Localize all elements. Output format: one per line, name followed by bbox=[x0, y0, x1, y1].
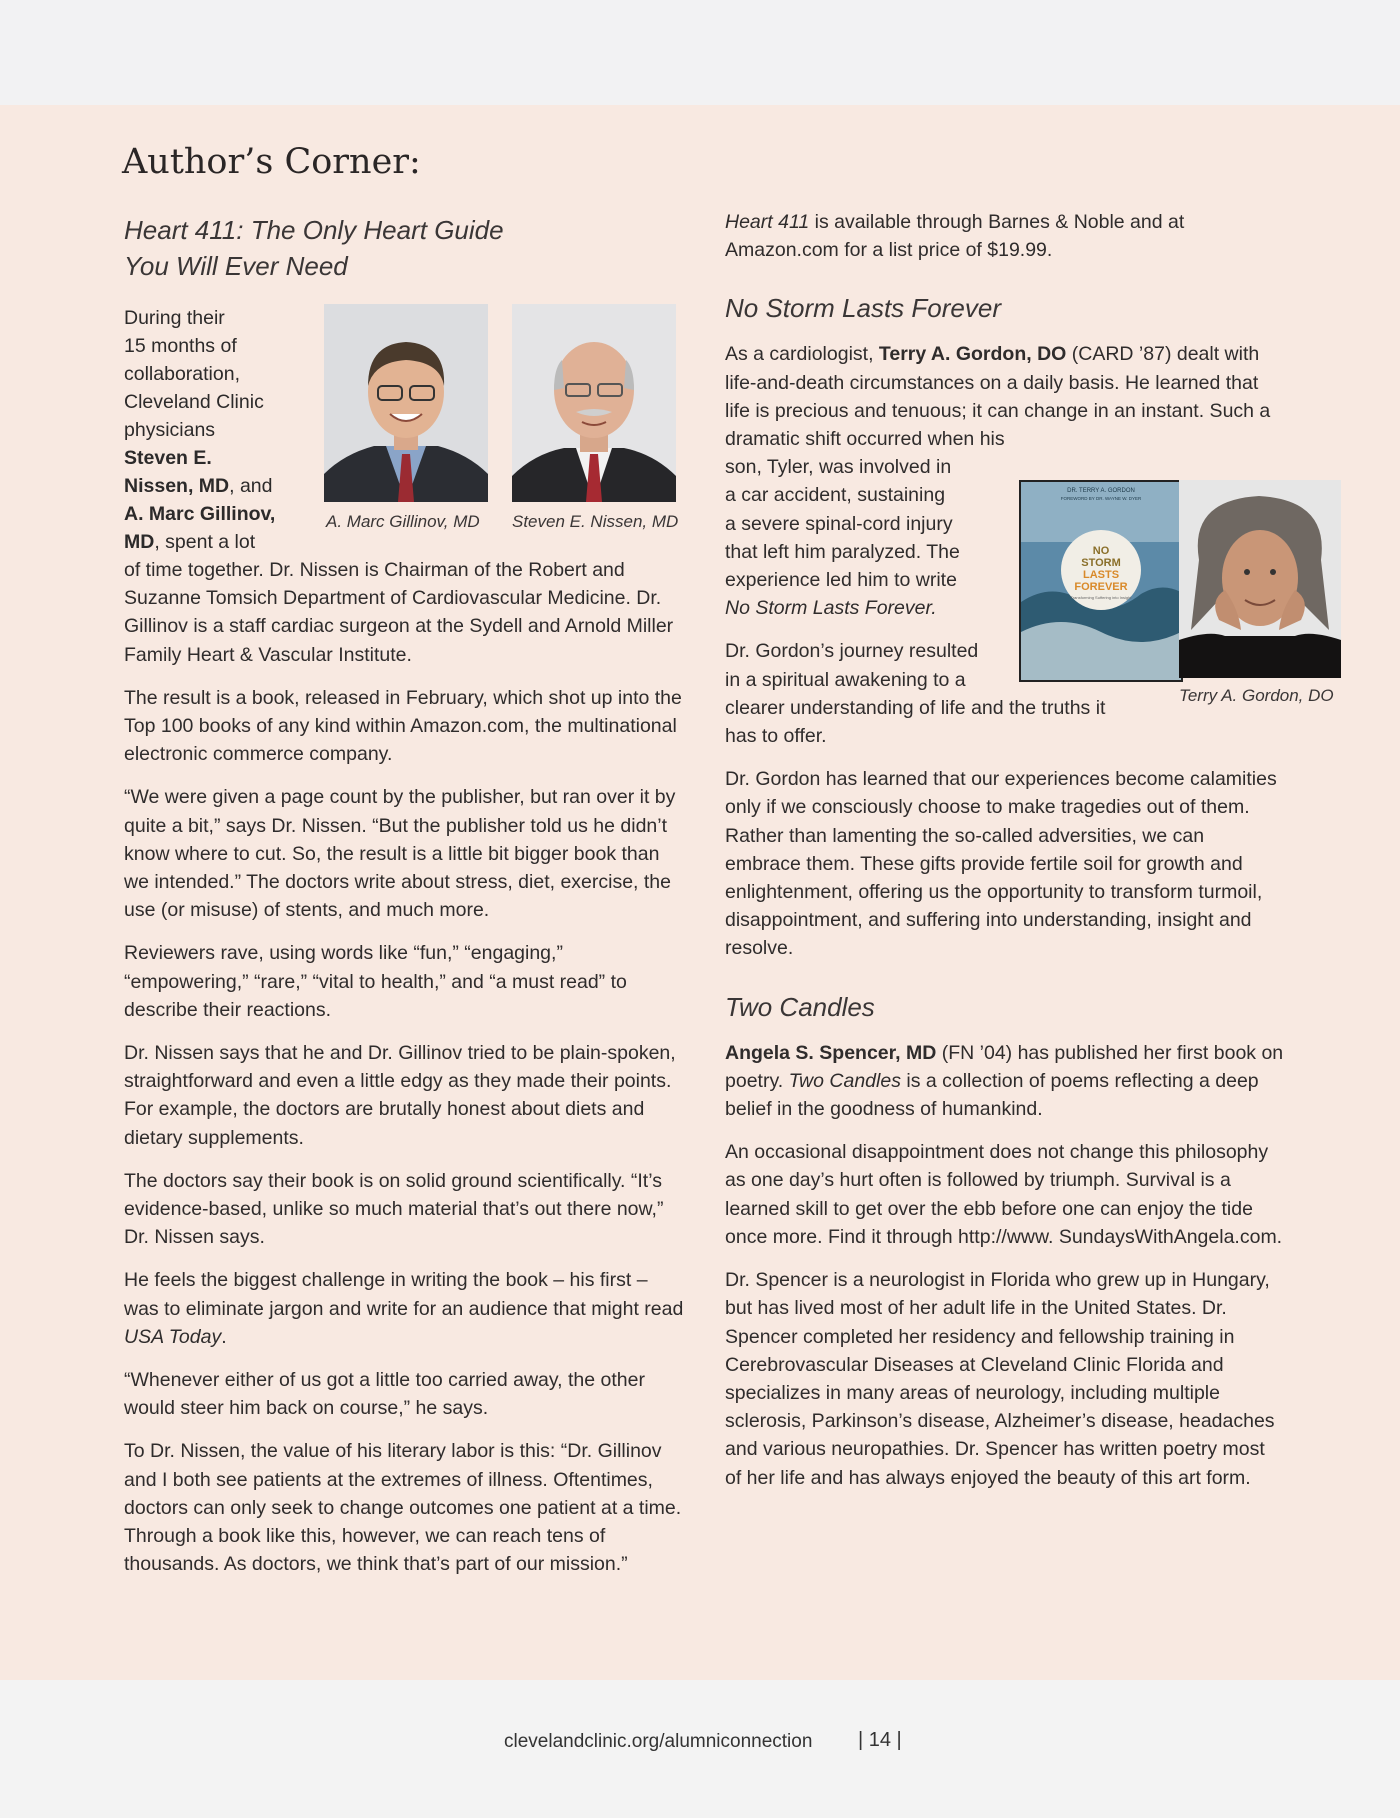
book-title-two-candles: Two Candles bbox=[788, 1069, 901, 1092]
heading-line-1: Heart 411: The Only Heart Guide bbox=[124, 215, 504, 245]
intro-line: 15 months of bbox=[124, 335, 237, 357]
spencer-bio-paragraph: Dr. Spencer is a neurologist in Florida who grew up in Hungary, but has lived most of her adult life in the United States. Dr. Spencer completed her residency and fellowship training in Cerebrovascular Diseases at Cleveland Clinic Florida and specializes in many areas of neurology, including multiple sclerosis, Parkinson’s disease, Alzheimer’s disease, headaches and various neuropathies. Dr. Spencer has written poetry most of her life and has always enjoyed the beauty of this art form. bbox=[725, 1269, 1275, 1489]
book-title-word: NO bbox=[1092, 545, 1110, 557]
spencer-disappointment-paragraph: An occasional disappointment does not change this philosophy as one day’s hurt often is followed by triumph. Survival is a learned skill to get over the ebb before one can enjoy the tide once more. Find it through http://www. SundaysWithAngela.com. bbox=[725, 1141, 1283, 1248]
author-name-gillinov: A. Marc Gillinov, bbox=[124, 503, 276, 525]
footer-url: clevelandclinic.org/alumniconnection bbox=[504, 1731, 813, 1752]
gordon-line: experience led him to write bbox=[725, 569, 957, 592]
author-name-spencer: Angela S. Spencer, MD bbox=[725, 1041, 937, 1064]
gordon-calamities-paragraph: Dr. Gordon has learned that our experiences become calamities only if we consciously choose to make tragedies out of them. Rather than lamenting the so-called adversities, we can embrace them. These gifts provide fertile soil for growth and enlightenment, offering us the opportunity to transform turmoil, disappointment, and suffering into understanding, insight and resolve. bbox=[725, 768, 1277, 960]
gordon-line: that left him paralyzed. The bbox=[725, 540, 960, 563]
paragraph-result: The result is a book, released in February, which shot up into the Top 100 books of any kind within Amazon.com, the multinational electronic commerce company. bbox=[124, 686, 682, 766]
article-heading-no-storm: No Storm Lasts Forever bbox=[725, 293, 1001, 324]
journey-line: in a spiritual awakening to a bbox=[725, 668, 966, 691]
paragraph-scientific: The doctors say their book is on solid ground scientifically. “It’s evidence-based, unlike so much material that’s out there now,” Dr. Nissen says. bbox=[124, 1169, 664, 1249]
paragraph-carried-away: “Whenever either of us got a little too carried away, the other would steer him back on course,” he says. bbox=[124, 1369, 645, 1420]
spencer-intro-d: is a collection of poems reflecting a deep belief in the goodness of humankind. bbox=[725, 1069, 1259, 1121]
book-author: DR. TERRY A. GORDON bbox=[1067, 488, 1135, 494]
book-title-word: LASTS bbox=[1082, 569, 1120, 581]
page-title: Author’s Corner: bbox=[122, 142, 421, 182]
challenge-end: . bbox=[221, 1325, 227, 1348]
book-subtitle: Transforming Suffering into Insight bbox=[1070, 595, 1132, 600]
intro-line: During their bbox=[124, 307, 225, 329]
paragraph-reviewers: Reviewers rave, using words like “fun,” “engaging,” “empowering,” “rare,” “vital to health,” and “a must read” to describe their reactions. bbox=[124, 942, 627, 1021]
challenge-text: He feels the biggest challenge in writing the book – his first – was to eliminate jargon and write for an audience that might read bbox=[124, 1269, 684, 1320]
caption-gillinov: A. Marc Gillinov, MD bbox=[326, 512, 480, 531]
book-title-heart411: Heart 411 bbox=[725, 211, 810, 233]
gordon-intro-c: (CARD ’87) dealt with life-and-death circumstances on a daily basis. He learned that life is precious and tenuous; it can change in an instant. Such a dramatic shift occurred when his bbox=[725, 343, 1271, 451]
photo-nissen bbox=[512, 304, 676, 502]
author-name-nissen-2: Nissen, MD bbox=[124, 475, 230, 497]
journey-line: Dr. Gordon’s journey resulted bbox=[725, 640, 979, 663]
book-title-word: FOREVER bbox=[1074, 581, 1128, 593]
photo-gordon bbox=[1179, 480, 1341, 678]
gordon-intro-a: As a cardiologist, bbox=[725, 343, 879, 366]
availability-text: is available through Barnes & Noble and at Amazon.com for a list price of $19.99. bbox=[725, 211, 1185, 262]
intro-continuation: , spent a lot bbox=[154, 531, 256, 553]
author-name-gillinov-2: MD bbox=[124, 531, 155, 553]
intro-line: collaboration, bbox=[124, 363, 240, 385]
page-top-margin bbox=[0, 0, 1400, 105]
gordon-line: son, Tyler, was involved in bbox=[725, 456, 952, 479]
gordon-line: a car accident, sustaining bbox=[725, 484, 946, 507]
caption-nissen: Steven E. Nissen, MD bbox=[512, 512, 679, 531]
paragraph-mission: To Dr. Nissen, the value of his literary labor is this: “Dr. Gillinov and I both see patients at the extremes of illness. Oftentimes, doctors can only seek to change outcomes one patient at a time. Through a book like this, however, we can reach tens of thousands. As doctors, we think that’s part of our mission.” bbox=[124, 1440, 682, 1576]
caption-gordon: Terry A. Gordon, DO bbox=[1179, 686, 1334, 705]
page-number: | 14 | bbox=[858, 1729, 902, 1751]
usa-today: USA Today bbox=[124, 1325, 222, 1348]
availability-paragraph bbox=[725, 208, 1285, 264]
intro-paragraph-rest: of time together. Dr. Nissen is Chairman of the Robert and Suzanne Tomsich Department of Cardiovascular Medicine. Dr. Gillinov is a staff cardiac surgeon at the Sydell and Arnold Miller Family Heart & Vascular Institute. bbox=[124, 559, 674, 666]
heading-line-2: You Will Ever Need bbox=[124, 251, 348, 281]
paragraph-plain-spoken: Dr. Nissen says that he and Dr. Gillinov tried to be plain-spoken, straightforward and even a little edgy as they made their points. For example, the doctors are brutally honest about diets and dietary supplements. bbox=[124, 1042, 676, 1149]
right-column bbox=[725, 208, 1285, 1507]
spencer-intro-b: (FN ’04) has published her first book on poetry. bbox=[725, 1041, 1284, 1092]
left-column bbox=[124, 212, 684, 1594]
paragraph-challenge bbox=[124, 1266, 684, 1351]
intro-line: physicians bbox=[124, 419, 216, 441]
intro-line: Cleveland Clinic bbox=[124, 391, 264, 413]
paragraph-page-count: “We were given a page count by the publisher, but ran over it by quite a bit,” says Dr. Nissen. “But the publisher told us he didn’t know where to cut. So, the result is a little bit bigger book than we intended.” The doctors write about stress, diet, exercise, the use (or misuse) of stents, and much more. bbox=[124, 786, 676, 922]
photo-gillinov bbox=[324, 304, 488, 502]
journey-rest: clearer understanding of life and the truths it has to offer. bbox=[725, 696, 1106, 748]
conjunction: , and bbox=[229, 475, 273, 497]
intro-block bbox=[124, 304, 684, 669]
article-heading-heart411 bbox=[124, 212, 684, 284]
gordon-narrow-paragraph bbox=[725, 453, 1015, 622]
author-photos bbox=[324, 304, 684, 544]
intro-narrow-text bbox=[124, 304, 279, 556]
book-cover-no-storm bbox=[1019, 480, 1183, 682]
gordon-intro-paragraph bbox=[725, 340, 1285, 453]
book-title-word: STORM bbox=[1081, 557, 1121, 569]
book-title-no-storm: No Storm Lasts Forever. bbox=[725, 597, 937, 620]
article-heading-two-candles: Two Candles bbox=[725, 991, 875, 1022]
author-name-nissen: Steven E. bbox=[124, 447, 212, 469]
author-name-gordon: Terry A. Gordon, DO bbox=[878, 343, 1067, 366]
book-foreword: FOREWORD BY DR. WAYNE W. DYER bbox=[1060, 496, 1142, 501]
gordon-line: a severe spinal-cord injury bbox=[725, 512, 953, 535]
spencer-intro-paragraph bbox=[725, 1039, 1285, 1124]
